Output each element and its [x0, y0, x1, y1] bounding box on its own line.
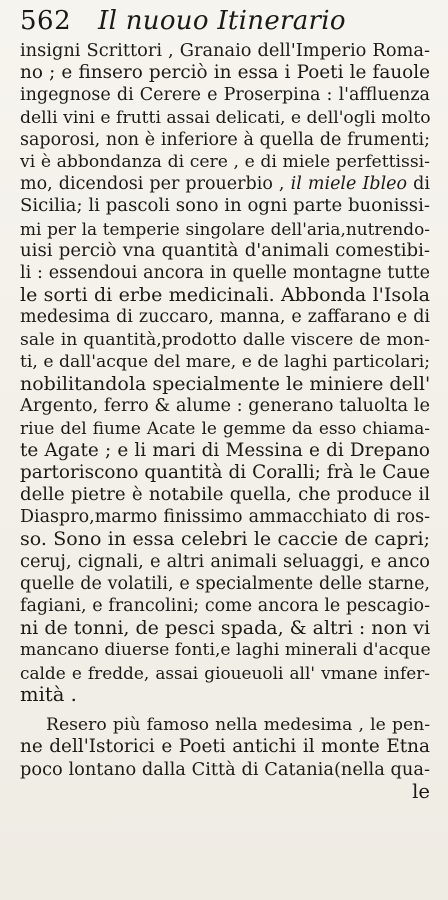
text-line: uisi perciò vna quantità d'animali comestibi-	[20, 239, 430, 261]
text-line: delle pietre è notabile quella, che produce il	[20, 484, 430, 506]
text-line: te Agate ; e li mari di Messina e di Drepano	[20, 439, 430, 461]
text-line: Diaspro,marmo finissimo ammacchiato di ros-	[20, 507, 430, 528]
text-line	[20, 173, 430, 195]
text-segment: mo, dicendosi per prouerbio ,	[20, 174, 285, 195]
text-line: le sorti di erbe medicinali. Abbonda l'Isola	[20, 284, 430, 307]
text-segment: di	[413, 174, 430, 195]
text-line: Resero più famoso nella medesima , le pen-	[46, 715, 430, 736]
text-line: Sicilia; li pascoli sono in ogni parte buonissi-	[20, 195, 430, 217]
text-line: li : essendoui ancora in quelle montagne tutte	[20, 263, 430, 284]
text-line: mità .	[20, 682, 77, 706]
text-line: poco lontano dalla Città di Catania(nella qua-	[20, 758, 430, 780]
text-line: mancano diuerse fonti,e laghi minerali d'acque	[20, 640, 431, 661]
text-line: saporosi, non è inferiore à quella de frumenti;	[20, 129, 430, 150]
text-line: nobilitandola specialmente le miniere dell'	[20, 373, 431, 396]
text-line: ni de tonni, de pesci spada, & altri : non vi	[20, 617, 431, 640]
text-line: ne dell'Istorici e Poeti antichi il monte Etna	[20, 736, 430, 758]
text-line: sale in quantità,prodotto dalle viscere de mon-	[20, 329, 430, 350]
text-line: ti, e dall'acque del mare, e de laghi particolari;	[20, 351, 430, 372]
text-line: ingegnose di Cerere e Proserpina : l'affluenza	[20, 85, 430, 106]
text-line: ceruj, cignali, e altri animali seluaggi, e anco	[20, 550, 430, 572]
text-line: medesima di zuccaro, manna, e zaffarano e di	[20, 307, 430, 328]
paragraph-gap	[20, 706, 430, 714]
running-title: Il nuouo Itinerario	[98, 6, 346, 36]
text-line: so. Sono in essa celebri le caccie de capri;	[20, 528, 430, 551]
text-line: Argento, ferro & alume : generano taluolta le	[20, 395, 430, 417]
page-header	[20, 6, 430, 38]
text-line: fagiani, e francolini; come ancora le pescagio-	[20, 596, 430, 617]
text-line: le	[412, 779, 430, 803]
paragraph-2	[20, 714, 430, 803]
paragraph-1	[20, 40, 430, 706]
text-line: vi è abbondanza di cere , e di miele perfettissi-	[20, 152, 430, 173]
text-line: delli vini e frutti assai delicati, e dell'ogli molto	[20, 107, 431, 128]
text-line: partoriscono quantità di Coralli; frà le Caue	[20, 461, 430, 483]
page-number: 562	[20, 6, 72, 36]
text-line: no ; e finsero perciò in essa i Poeti le fauole	[20, 62, 430, 84]
body-text	[20, 40, 430, 803]
text-line: mi per la temperie singolare dell'aria,nutrendo-	[20, 218, 430, 239]
text-line: quelle de volatili, e specialmente delle starne,	[20, 573, 430, 594]
text-line: insigni Scrittori , Granaio dell'Imperio Roma-	[20, 40, 430, 61]
text-line: calde e fredde, assai gioueuoli all' vmane infer-	[20, 662, 430, 683]
text-line: riue del fiume Acate le gemme da esso chiama-	[20, 418, 430, 439]
italic-phrase: il miele Ibleo	[290, 174, 408, 195]
